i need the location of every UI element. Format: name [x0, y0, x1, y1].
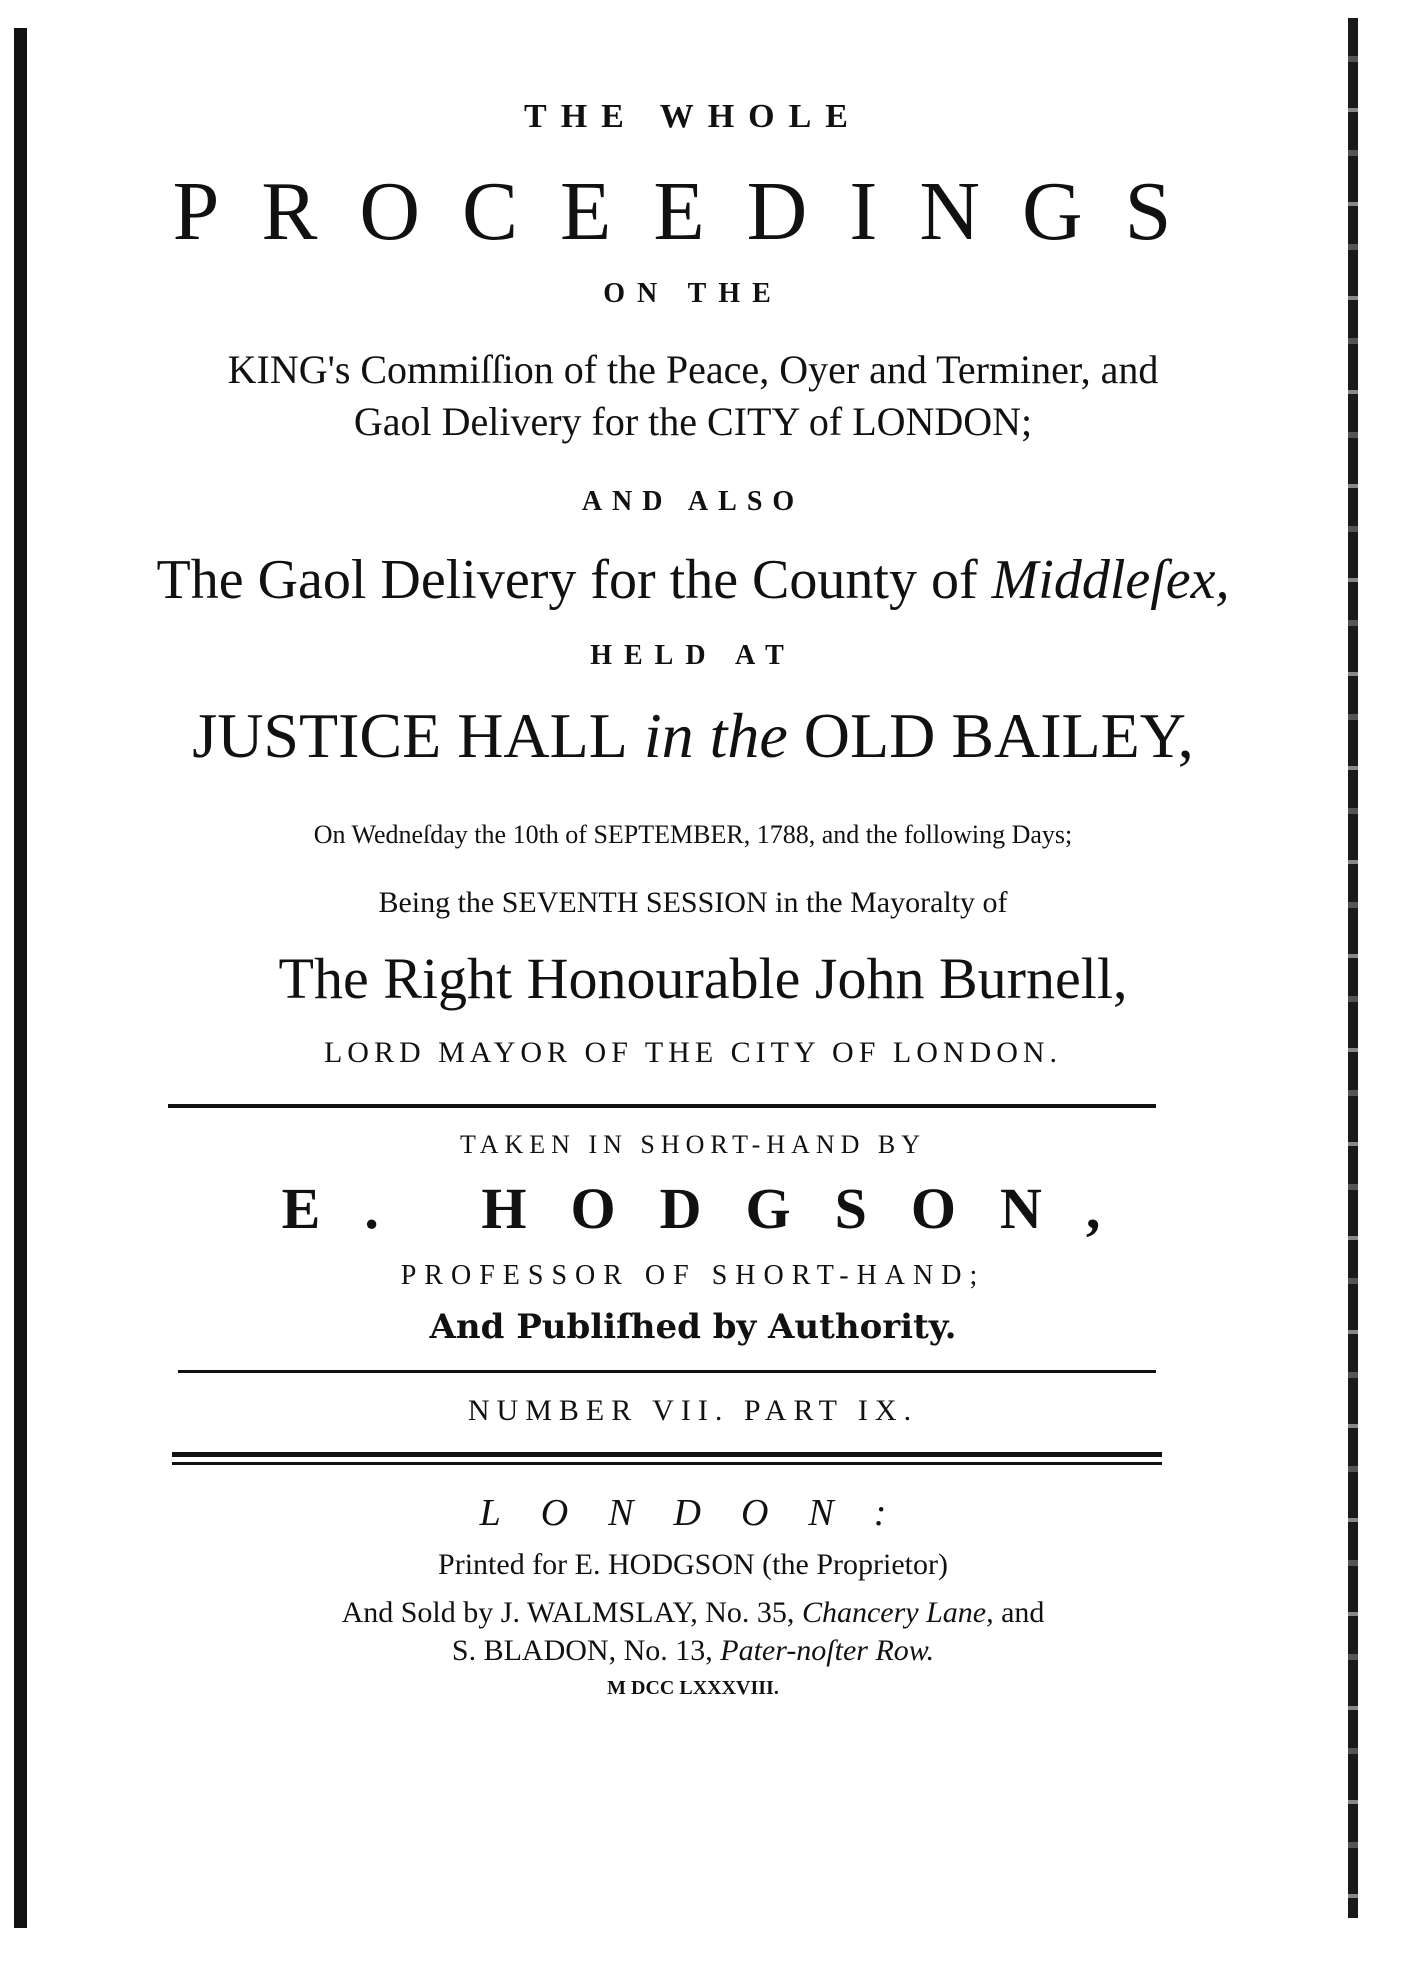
- and-text: and: [1001, 1596, 1045, 1629]
- heading-the-whole: THE WHOLE: [524, 98, 862, 135]
- number-part-line: NUMBER VII. PART IX.: [467, 1394, 919, 1427]
- divider-3b: [172, 1462, 1162, 1465]
- gaol-delivery-london-line: Gaol Delivery for the CITY of LONDON;: [353, 399, 1033, 444]
- commission-line: KING's Commiſſion of the Peace, Oyer and Terminer, and: [227, 347, 1159, 392]
- hodgson-name-line: E. HODGSON,: [281, 1176, 1145, 1241]
- chancery-lane-text: Chancery Lane,: [801, 1596, 994, 1629]
- lord-mayor-name-line: The Right Honourable John Burnell,: [278, 946, 1128, 1011]
- taken-in-shorthand-line: TAKEN IN SHORT-HAND BY: [459, 1130, 927, 1159]
- printed-for-line: Printed for E. HODGSON (the Proprietor): [438, 1548, 948, 1581]
- justice-hall-line: [0, 700, 1406, 771]
- middlesex-text: Middleſex,: [991, 549, 1230, 611]
- in-the-text: in the: [643, 700, 788, 771]
- heading-held-at: HELD AT: [590, 640, 796, 671]
- old-bailey-text: OLD BAILEY,: [803, 700, 1194, 771]
- heading-and-also: AND ALSO: [581, 486, 805, 517]
- heading-proceedings: PROCEEDINGS: [172, 165, 1214, 258]
- divider-1: [168, 1104, 1156, 1108]
- pater-noster-row-text: Pater-noſter Row.: [720, 1634, 935, 1667]
- walmslay-text: And Sold by J. WALMSLAY, No. 35,: [341, 1596, 795, 1629]
- justice-hall-text: JUSTICE HALL: [192, 700, 628, 771]
- year-line: M DCC LXXXVIII.: [607, 1677, 779, 1699]
- divider-2: [178, 1370, 1156, 1373]
- gaol-delivery-middlesex-line: [0, 549, 1406, 611]
- heading-on-the: ON THE: [603, 278, 783, 309]
- london-imprint-line: LONDON:: [479, 1492, 927, 1534]
- gaol-delivery-text: The Gaol Delivery for the County of: [156, 549, 978, 611]
- published-by-authority-line: And Publiſhed by Authority.: [429, 1307, 957, 1347]
- sold-by-walmslay-line: [0, 1598, 1406, 1628]
- lord-mayor-title-line: LORD MAYOR OF THE CITY OF LONDON.: [323, 1036, 1063, 1069]
- seventh-session-line: Being the SEVENTH SESSION in the Mayoralty of: [378, 886, 1008, 919]
- date-line: On Wedneſday the 10th of SEPTEMBER, 1788, and the following Days;: [313, 820, 1073, 849]
- divider-3a: [172, 1452, 1162, 1457]
- professor-line: PROFESSOR OF SHORT-HAND;: [400, 1260, 986, 1291]
- bladon-text: S. BLADON, No. 13,: [451, 1634, 713, 1667]
- bladon-line: [0, 1636, 1406, 1666]
